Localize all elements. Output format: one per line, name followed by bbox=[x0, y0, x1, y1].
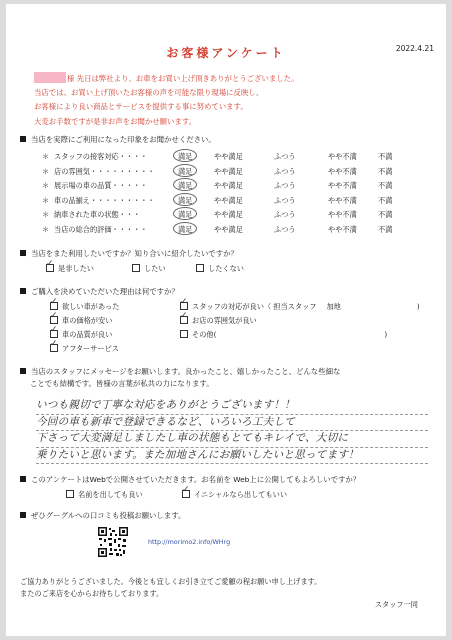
checkbox-icon[interactable] bbox=[180, 330, 188, 338]
asterisk-icon: ＊ bbox=[42, 224, 50, 234]
staff-name: 加地 bbox=[326, 302, 341, 311]
checkbox-checked-icon[interactable] bbox=[180, 302, 188, 310]
rating-option[interactable]: 不満 bbox=[378, 224, 393, 234]
rating-row-label: 店の雰囲気・・・・・・・・・ bbox=[54, 166, 155, 176]
asterisk-icon: ＊ bbox=[42, 181, 50, 190]
intro-text bbox=[34, 72, 434, 129]
closing-line-1: ご協力ありがとうございました。今後とも宜しくお引き立てご愛顧の程お願い申し上げます。 bbox=[20, 577, 322, 586]
page-title: お客様アンケート bbox=[166, 46, 286, 60]
rating-option[interactable]: ふつう bbox=[274, 195, 296, 205]
q2-option-1[interactable]: したい bbox=[132, 264, 166, 274]
rating-option[interactable]: 満足 bbox=[178, 195, 193, 205]
reason-option-1[interactable]: ✓ スタッフの対応が良い（ 担当スタッフ 加地 ) bbox=[180, 302, 420, 312]
redacted-name bbox=[34, 72, 66, 83]
handwritten-line: 今回の車も新車で登録できるなど、いろいろ工夫して bbox=[36, 415, 428, 432]
rating-option[interactable]: 不満 bbox=[378, 181, 393, 190]
rating-option[interactable]: やや不満 bbox=[328, 224, 357, 234]
checkbox-icon[interactable] bbox=[66, 490, 74, 498]
bullet-square-icon bbox=[20, 288, 26, 294]
intro-line-3: お客様により良い商品とサービスを提供する事に努めています。 bbox=[34, 102, 248, 112]
reason-option-4[interactable]: ✓車の品質が良い bbox=[50, 330, 112, 340]
rating-option[interactable]: 不満 bbox=[378, 152, 393, 161]
bullet-square-icon bbox=[20, 512, 26, 518]
rating-option[interactable]: やや不満 bbox=[328, 181, 357, 190]
rating-option[interactable]: やや満足 bbox=[214, 210, 243, 219]
rating-option[interactable]: 不満 bbox=[378, 210, 393, 219]
rating-option[interactable]: 満足 bbox=[178, 181, 193, 190]
rating-option[interactable]: やや不満 bbox=[328, 210, 357, 219]
handwritten-line: いつも親切で丁寧な対応をありがとうございます！！ bbox=[36, 398, 428, 415]
question-4-line-2: ことでも結構です。皆様の言葉が私共の力になります。 bbox=[30, 379, 214, 388]
closing-line-2: またのご来店を心からお待ちしております。 bbox=[20, 589, 164, 598]
survey-sheet bbox=[6, 4, 446, 636]
rating-row bbox=[42, 210, 438, 225]
rating-option[interactable]: ふつう bbox=[274, 181, 296, 190]
checkbox-checked-icon[interactable] bbox=[50, 302, 58, 310]
question-3: ご購入を決めていただいた理由は何ですか？ bbox=[20, 286, 179, 297]
checkbox-checked-icon[interactable] bbox=[50, 330, 58, 338]
checkbox-checked-icon[interactable] bbox=[50, 316, 58, 324]
rating-option[interactable]: 不満 bbox=[378, 195, 393, 205]
bullet-square-icon bbox=[20, 476, 26, 482]
asterisk-icon: ＊ bbox=[42, 166, 50, 176]
checkbox-checked-icon[interactable] bbox=[50, 344, 58, 352]
question-6: ぜひグーグルへの口コミも投稿お願いします。 bbox=[20, 510, 185, 521]
intro-line-4: 大変お手数ですが是非お声をお聞かせ願います。 bbox=[34, 116, 197, 126]
qr-code-icon[interactable] bbox=[98, 527, 128, 557]
question-1: 当店を実際にご利用になった印象をお聞かせください。 bbox=[20, 134, 216, 145]
selected-circle-mark bbox=[173, 207, 197, 220]
checkbox-checked-icon[interactable] bbox=[180, 316, 188, 324]
checkbox-checked-icon[interactable] bbox=[46, 264, 54, 272]
reason-option-5[interactable]: その他( ) bbox=[180, 330, 387, 340]
bullet-square-icon bbox=[20, 136, 26, 142]
selected-circle-mark bbox=[173, 164, 197, 177]
rating-option[interactable]: 満足 bbox=[178, 224, 193, 234]
rating-option[interactable]: ふつう bbox=[274, 152, 296, 161]
reason-option-0[interactable]: ✓欲しい車があった bbox=[50, 302, 119, 312]
selected-circle-mark bbox=[173, 178, 197, 191]
rating-option[interactable]: やや満足 bbox=[214, 181, 243, 190]
asterisk-icon: ＊ bbox=[42, 195, 50, 205]
selected-circle-mark bbox=[173, 193, 197, 206]
rating-row-label: 納車された車の状態・・・ bbox=[54, 210, 141, 219]
rating-row bbox=[42, 152, 438, 167]
intro-line-1: 様 先日は弊社より、お車をお買い上げ頂きありがとうございました。 bbox=[34, 72, 434, 86]
rating-row-label: 車の品揃え・・・・・・・・・ bbox=[54, 195, 155, 205]
question-2: 当店をまた利用したいですか？知り合いに紹介したいですか？ bbox=[20, 248, 238, 259]
reason-option-6[interactable]: ✓アフターサービス bbox=[50, 344, 119, 354]
checkbox-checked-icon[interactable] bbox=[182, 490, 190, 498]
closing-text bbox=[20, 576, 321, 600]
rating-option[interactable]: 満足 bbox=[178, 210, 193, 219]
rating-option[interactable]: やや満足 bbox=[214, 195, 243, 205]
rating-option[interactable]: やや不満 bbox=[328, 166, 357, 176]
checkbox-icon[interactable] bbox=[196, 264, 204, 272]
question-5: このアンケートはWebで公開させていただきます。お名前を Web上に公開してもよろしいですか？ bbox=[20, 474, 360, 485]
rating-option[interactable]: やや満足 bbox=[214, 166, 243, 176]
rating-table bbox=[42, 152, 438, 239]
intro-line-2: 当店では、お買い上げ頂いたお客様の声を可能な限り現場に反映し、 bbox=[34, 88, 264, 98]
message-area[interactable] bbox=[36, 398, 428, 464]
rating-option[interactable]: 満足 bbox=[178, 152, 193, 161]
checkbox-icon[interactable] bbox=[132, 264, 140, 272]
q5-option-0[interactable]: 名前を出しても良い bbox=[66, 490, 143, 500]
reason-option-2[interactable]: ✓車の価格が安い bbox=[50, 316, 112, 326]
q2-option-2[interactable]: したくない bbox=[196, 264, 244, 274]
rating-row bbox=[42, 167, 438, 182]
handwritten-line: 下さって大変満足しましたし車の状態もとてもキレイで、大切に bbox=[36, 431, 428, 448]
rating-row-label: 当店の総合的評価・・・・・ bbox=[54, 224, 148, 234]
asterisk-icon: ＊ bbox=[42, 152, 50, 161]
rating-option[interactable]: ふつう bbox=[274, 166, 296, 176]
q2-option-0[interactable]: ✓是非したい bbox=[46, 264, 94, 274]
rating-option[interactable]: やや満足 bbox=[214, 152, 243, 161]
rating-row bbox=[42, 181, 438, 196]
rating-option[interactable]: やや満足 bbox=[214, 224, 243, 234]
review-link[interactable]: http://morimo2.info/WHrg bbox=[148, 538, 231, 546]
selected-circle-mark bbox=[173, 149, 197, 162]
rating-option[interactable]: やや不満 bbox=[328, 195, 357, 205]
rating-option[interactable]: 満足 bbox=[178, 166, 193, 176]
selected-circle-mark bbox=[173, 222, 197, 235]
signature: スタッフ一同 bbox=[374, 600, 418, 609]
rating-option[interactable]: 不満 bbox=[378, 166, 393, 176]
reason-option-3[interactable]: ✓ お店の雰囲気が良い bbox=[180, 316, 257, 326]
rating-option[interactable]: やや不満 bbox=[328, 152, 357, 161]
question-4: 当店のスタッフにメッセージをお願いします。良かったこと、嬉しかったこと、どんな些細な bbox=[20, 366, 340, 377]
rating-row-label: 展示場の車の品質・・・・・ bbox=[54, 181, 148, 190]
handwritten-line: 乗りたいと思います。また加地さんにお願いしたいと思ってます！ bbox=[36, 448, 428, 465]
bullet-square-icon bbox=[20, 368, 26, 374]
rating-row bbox=[42, 225, 438, 240]
survey-date: 2022.4.21 bbox=[395, 44, 434, 53]
asterisk-icon: ＊ bbox=[42, 210, 50, 219]
rating-option[interactable]: ふつう bbox=[274, 224, 296, 234]
bullet-square-icon bbox=[20, 250, 26, 256]
q5-option-1[interactable]: ✓ イニシャルなら出してもいい bbox=[182, 490, 287, 500]
rating-row-label: スタッフの接客対応・・・・ bbox=[54, 152, 148, 161]
rating-row bbox=[42, 196, 438, 211]
rating-option[interactable]: ふつう bbox=[274, 210, 296, 219]
